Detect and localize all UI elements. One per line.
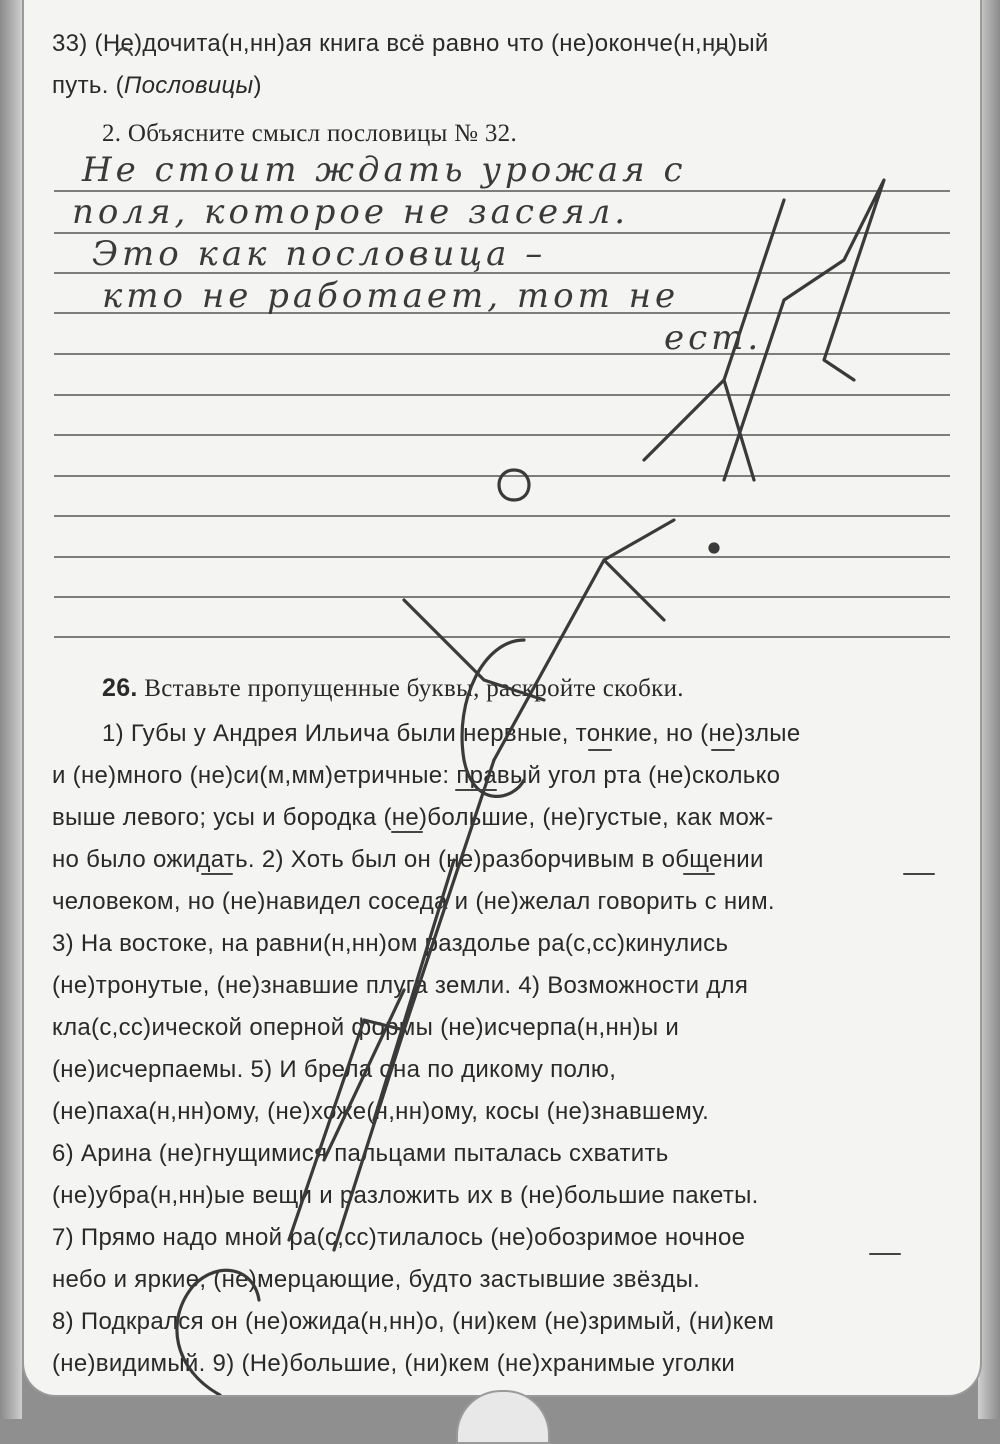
exercise-line: 1) Губы у Андрея Ильича были нервные, тонкие, но (не)злые [102, 720, 801, 747]
page-edge-left [0, 0, 22, 1419]
insertion-mark [116, 48, 132, 55]
exercise-line: человеком, но (не)навидел соседа и (не)желал говорить с ним. [52, 888, 775, 915]
exercise-line: (не)тронутые, (не)знавшие плуга земли. 4) Возможности для [52, 972, 749, 999]
exercise-line: (не)исчерпаемы. 5) И брела она по дикому полю, [52, 1056, 617, 1083]
task-2-text: Объясните смысл пословицы № 32. [127, 120, 517, 147]
task-2-number: 2. [102, 120, 122, 147]
proverb-33-line1: 33) (Не)дочита(н,нн)ая книга всё равно что (не)оконче(н,нн)ый [52, 30, 769, 57]
exercise-line: 8) Подкрался он (не)ожида(н,нн)о, (ни)кем (не)зримый, (ни)кем [52, 1308, 775, 1335]
proverb-33-end: ) [253, 72, 262, 99]
exercise-line: небо и яркие, (не)мерцающие, будто застывшие звёзды. [52, 1266, 701, 1293]
workbook-page [22, 0, 982, 1397]
exercise-line: 6) Арина (не)гнущимися пальцами пыталась схватить [52, 1140, 669, 1167]
page-number-tab [456, 1390, 550, 1444]
proverb-33-text: путь. ( [52, 72, 124, 99]
handwritten-answer-line4: кто не работает, тот не [102, 276, 680, 316]
exercise-line: но было ожидать. 2) Хоть был он (не)разборчивым в общении [52, 846, 764, 873]
exercise-line: и (не)много (не)си(м,мм)етричные: правый угол рта (не)сколько [52, 762, 781, 789]
task-26-text: Вставьте пропущенные буквы, раскройте скобки. [144, 675, 684, 702]
handwritten-answer-line2: поля, которое не засеял. [72, 192, 630, 232]
exercise-line: кла(с,сс)ической оперной формы (не)исчерпа(н,нн)ы и [52, 1014, 680, 1041]
exercise-line: 7) Прямо надо мной ра(с,сс)тилалось (не)обозримое ночное [52, 1224, 746, 1251]
task-26-number: 26. [102, 674, 138, 702]
pencil-insertions [24, 0, 980, 1395]
exercise-line: выше левого; усы и бородка (не)большие, (не)густые, как мож- [52, 804, 774, 831]
exercise-line: 3) На востоке, на равни(н,нн)ом раздолье ра(с,сс)кинулись [52, 930, 729, 957]
exercise-line: (не)паха(н,нн)ому, (не)хоже(н,нн)ому, косы (не)знавшему. [52, 1098, 710, 1125]
exercise-line: (не)убра(н,нн)ые вещи и разложить их в (не)большие пакеты. [52, 1182, 759, 1209]
handwritten-answer-line3: Это как пословица – [92, 234, 547, 274]
exercise-line: (не)видимый. 9) (Не)большие, (ни)кем (не)хранимые уголки [52, 1350, 736, 1377]
insertion-mark [714, 48, 730, 55]
proverb-source: Пословицы [123, 72, 254, 99]
handwritten-answer-line5: ест. [664, 318, 763, 358]
handwritten-answer-line1: Не стоит ждать урожая с [82, 150, 687, 190]
